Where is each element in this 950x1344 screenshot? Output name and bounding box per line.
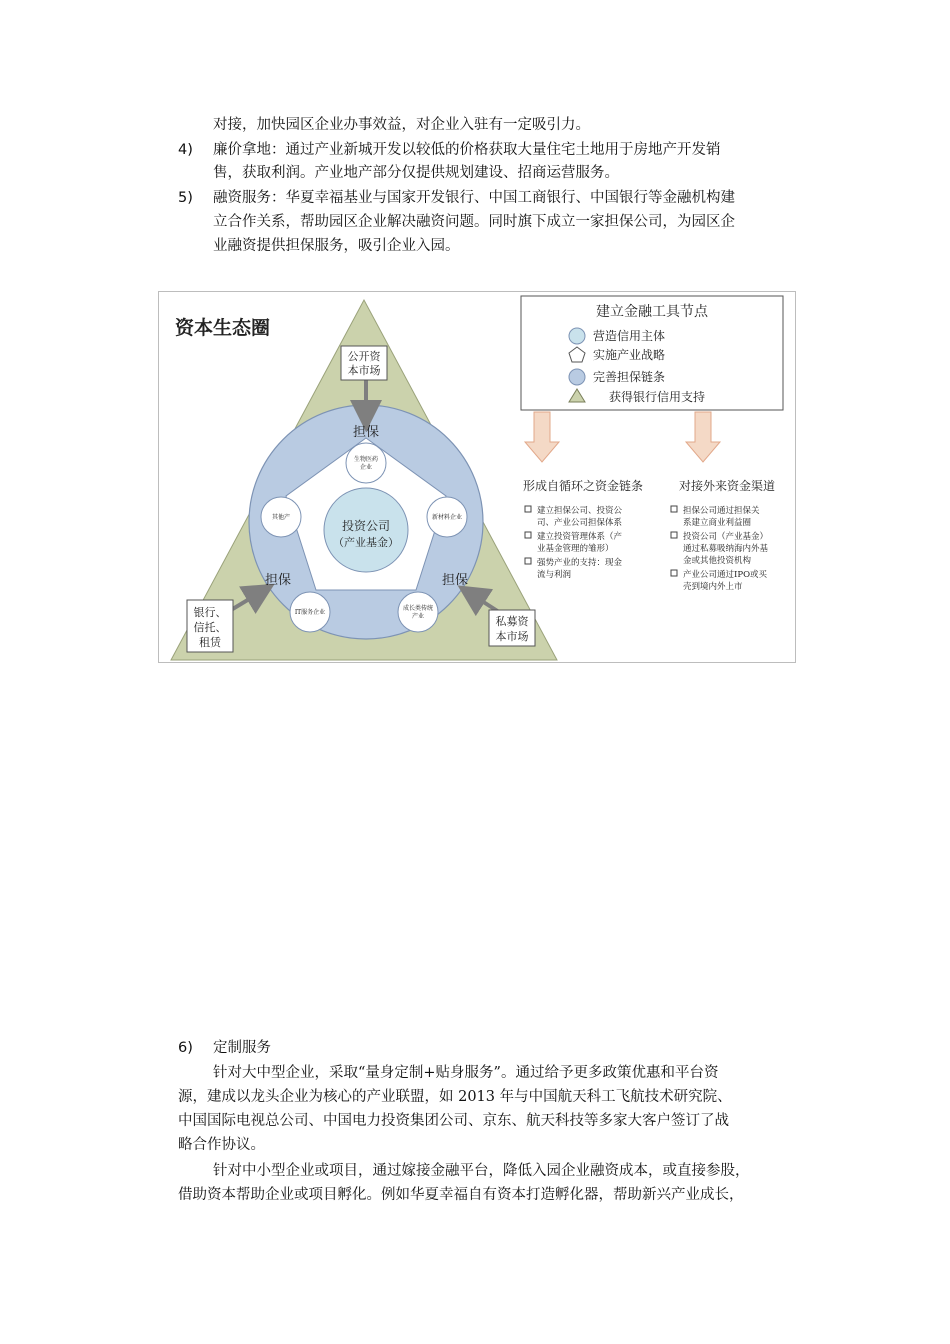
item-4-line-2: 售，获取利润。产业地产部分仅提供规划建设、招商运营服务。 xyxy=(213,165,619,181)
para-2-line-1: 针对中小型企业或项目，通过嫁接金融平台，降低入园企业融资成本，或直接参股， xyxy=(213,1163,750,1179)
guarantee-label-top: 担保 xyxy=(352,425,380,440)
left-bullet-2-line-1: 建立投资管理体系（产 xyxy=(537,532,623,542)
figure-svg xyxy=(159,292,795,662)
item-6-number: 6) xyxy=(178,1040,193,1056)
item-4-number: 4) xyxy=(178,142,193,158)
item-5-line-3: 业融资提供担保服务，吸引企业入园。 xyxy=(213,238,460,254)
node-bottom-right-circle xyxy=(398,592,438,632)
legend-item-2: 实施产业战略 xyxy=(593,348,666,362)
capital-ecosystem-figure xyxy=(158,291,796,663)
left-col-heading: 形成自循环之资金链条 xyxy=(523,479,644,493)
private-market-line-2: 本市场 xyxy=(495,630,529,643)
left-bullet-2-line-2: 业基金管理的雏形） xyxy=(537,544,614,554)
left-bullet-3-line-2: 流与利润 xyxy=(537,570,572,580)
continuation-line: 对接，加快园区企业办事效益，对企业入驻有一定吸引力。 xyxy=(213,117,590,133)
item-5-number: 5) xyxy=(178,190,193,206)
left-bullet-1-line-1: 建立担保公司、投资公 xyxy=(537,506,623,516)
right-bullet-2-line-2: 通过私募吸纳海内外基 xyxy=(683,544,769,554)
item-4-line-1: 廉价拿地：通过产业新城开发以较低的价格获取大量住宅土地用于房地产开发销 xyxy=(213,142,721,158)
node-right-label: 新材料企业 xyxy=(431,514,463,521)
right-bullet-2 xyxy=(671,532,677,538)
node-top-circle xyxy=(346,443,386,483)
arrow-down-left xyxy=(525,412,559,462)
para-1-line-1: 针对大中型企业，采取“量身定制+贴身服务”。通过给予更多政策优惠和平台资 xyxy=(213,1065,719,1081)
right-bullet-2-line-3: 金或其他投资机构 xyxy=(683,556,752,566)
arrow-down-right xyxy=(686,412,720,462)
left-bullet-3-line-1: 强势产业的支持：现金 xyxy=(537,558,623,568)
node-left-label: 其他产 xyxy=(271,514,291,521)
right-bullet-3-line-1: 产业公司通过IPO或买 xyxy=(683,570,768,580)
guarantee-label-left: 担保 xyxy=(264,573,292,588)
legend-ring-icon xyxy=(569,369,585,385)
node-bottom-right-label-1: 成长类传统 xyxy=(402,605,434,612)
node-bottom-left-label: IT服务企业 xyxy=(294,609,326,616)
item-5-line-1: 融资服务：华夏幸福基业与国家开发银行、中国工商银行、中国银行等金融机构建 xyxy=(213,190,735,206)
para-1-line-4: 略合作协议。 xyxy=(178,1137,265,1153)
private-market-line-1: 私募资 xyxy=(495,615,529,628)
bank-line-2: 信托、 xyxy=(193,621,227,634)
right-bullet-3 xyxy=(671,570,677,576)
bank-line-1: 银行、 xyxy=(193,606,227,619)
node-top-label-2: 企业 xyxy=(359,464,373,471)
right-bullet-3-line-2: 壳到境内外上市 xyxy=(683,582,743,592)
guarantee-label-right: 担保 xyxy=(441,573,469,588)
legend-item-3: 完善担保链条 xyxy=(593,370,666,384)
public-market-line-2: 本市场 xyxy=(347,364,381,377)
public-market-line-1: 公开资 xyxy=(347,350,381,363)
legend-item-4: 获得银行信用支持 xyxy=(609,390,706,404)
item-5-line-2: 立合作关系，帮助园区企业解决融资问题。同时旗下成立一家担保公司，为园区企 xyxy=(213,214,735,230)
node-top-label-1: 生物医药 xyxy=(353,456,379,463)
left-bullet-1-line-2: 司、产业公司担保体系 xyxy=(537,518,623,528)
center-label-line-2: （产业基金） xyxy=(333,536,399,549)
right-bullet-1 xyxy=(671,506,677,512)
left-bullet-2 xyxy=(525,532,531,538)
legend-circle-icon xyxy=(569,328,585,344)
node-bottom-right-label-2: 产业 xyxy=(411,613,425,620)
legend-title: 建立金融工具节点 xyxy=(596,304,708,320)
center-label-line-1: 投资公司 xyxy=(341,519,391,533)
left-bullet-3 xyxy=(525,558,531,564)
para-2-line-2: 借助资本帮助企业或项目孵化。例如华夏幸福自有资本打造孵化器，帮助新兴产业成长， xyxy=(178,1187,744,1203)
right-bullet-1-line-2: 系建立商业利益圈 xyxy=(683,518,752,528)
para-1-line-2: 源，建成以龙头企业为核心的产业联盟，如 2013 年与中国航天科工飞航技术研究院、 xyxy=(178,1089,732,1105)
right-bullet-1-line-1: 担保公司通过担保关 xyxy=(683,506,760,516)
right-bullet-2-line-1: 投资公司（产业基金） xyxy=(683,532,769,542)
legend-item-1: 营造信用主体 xyxy=(593,329,666,343)
item-6-title: 定制服务 xyxy=(213,1040,271,1056)
left-bullet-1 xyxy=(525,506,531,512)
right-col-heading: 对接外来资金渠道 xyxy=(679,479,776,493)
figure-title: 资本生态圈 xyxy=(175,317,271,339)
para-1-line-3: 中国国际电视总公司、中国电力投资集团公司、京东、航天科技等多家大客户签订了战 xyxy=(178,1113,729,1129)
bank-line-3: 租赁 xyxy=(199,636,221,649)
